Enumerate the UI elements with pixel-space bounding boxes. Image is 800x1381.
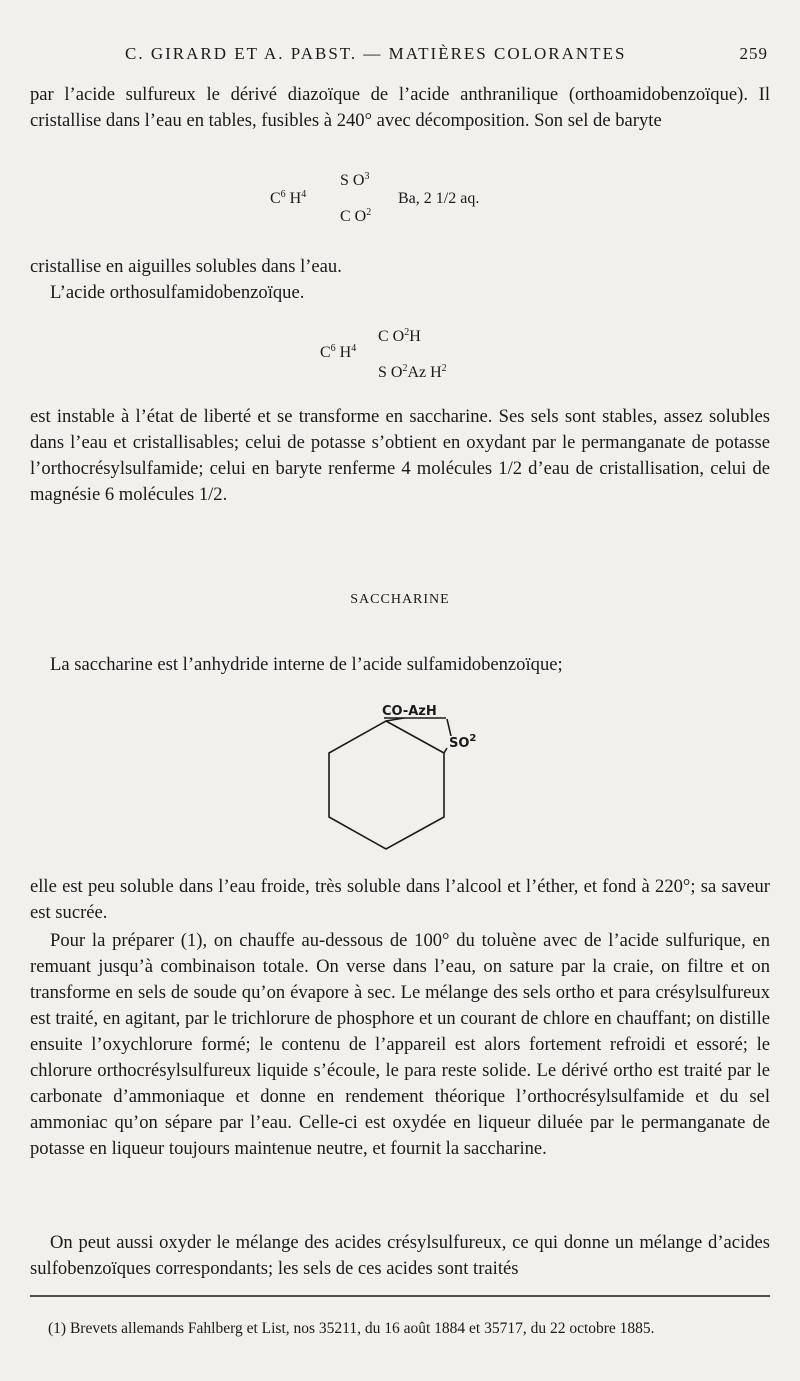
formula1-right-group: Ba, 2 1/2 aq. <box>398 190 480 207</box>
footnote: (1) Brevets allemands Fahlberg et List, nos 35211, du 16 août 1884 et 35717, du 22 octobre 1885. <box>48 1320 655 1337</box>
bond-nh-to-so2 <box>447 719 451 736</box>
structure-label-so2: $SO^2$ <box>449 733 477 751</box>
formula1-top-group: S $O^3$ <box>340 171 370 189</box>
formula2-base: $C^6$ $H^4$ <box>320 343 357 361</box>
bond-so2-to-ring <box>444 748 447 753</box>
formula1-bottom-group: C $O^2$ <box>340 207 372 225</box>
paragraph-diazo: par l’acide sulfureux le dérivé diazoïque de l’acide anthranilique (orthoamidobenzoïque). Il cristallise dans l’eau en tables, fusibles à 240° avec décomposition. Son sel de baryte <box>30 84 770 131</box>
page-number: 259 <box>739 44 768 63</box>
structure-label-coazh: CO-AzH <box>382 704 437 719</box>
paragraph-solubility: elle est peu soluble dans l’eau froide, très soluble dans l’alcool et l’éther, et fond à 220°; sa saveur est sucrée. <box>30 876 770 923</box>
paragraph-orthosulfamido: L’acide orthosulfamidobenzoïque. <box>50 282 305 303</box>
formula1-base: $C^6$ $H^4$ <box>270 189 307 207</box>
paragraph-oxidation: On peut aussi oxyder le mélange des acides crésylsulfureux, ce qui donne un mélange d’acides sulfobenzoïques correspondants; les sels de ces acides sont traités <box>30 1232 770 1279</box>
section-heading: SACCHARINE <box>350 592 450 607</box>
paragraph-anhydride: La saccharine est l’anhydride interne de l’acide sulfamidobenzoïque; <box>50 654 563 675</box>
benzene-ring <box>329 721 444 849</box>
running-title: C. GIRARD ET A. PABST. — MATIÈRES COLORANTES <box>125 44 627 63</box>
paragraph-crystallise: cristallise en aiguilles solubles dans l’eau. <box>30 256 342 277</box>
paragraph-preparation: Pour la préparer (1), on chauffe au-dessous de 100° du toluène avec de l’acide sulfurique, en remuant jusqu’à combinaison totale. On verse dans l’eau, on sature par la craie, on filtre et on transforme en sels de soude qu’on évapore à sec. Le mélange des sels ortho et para crésylsulfureux est traité, en agitant, par le trichlorure de phosphore et un courant de chlore en chauffant; on distille ensuite l’oxychlorure formé; le contenu de l’appareil est alors fortement refroidi et essoré; le chlorure orthocrésylsulfureux liquide s’écoule, le para reste solide. Le dérivé ortho est traité par le carbonate d’ammoniaque et donne en rendement théorique l’orthocrésylsulfamide et du sel ammoniac qu’on sépare par l’eau. Celle-ci est oxydée en liqueur diluée par le permanganate de potasse en liqueur toujours maintenue neutre, et fournit la saccharine. <box>30 930 770 1159</box>
paragraph-instable: est instable à l’état de liberté et se transforme en saccharine. Ses sels sont stables, assez solubles dans l’eau et cristallisables; celui de potasse s’obtient en oxydant par le permanganate de potasse l’orthocrésylsulfamide; celui en baryte renferme 4 molécules 1/2 d’eau de cristallisation, celui de magnésie 6 molécules 1/2. <box>30 406 770 505</box>
formula2-top-group: C $O^2H$ <box>378 327 421 345</box>
formula2-bottom-group: S $O^2Az$ $H^2$ <box>378 363 447 381</box>
